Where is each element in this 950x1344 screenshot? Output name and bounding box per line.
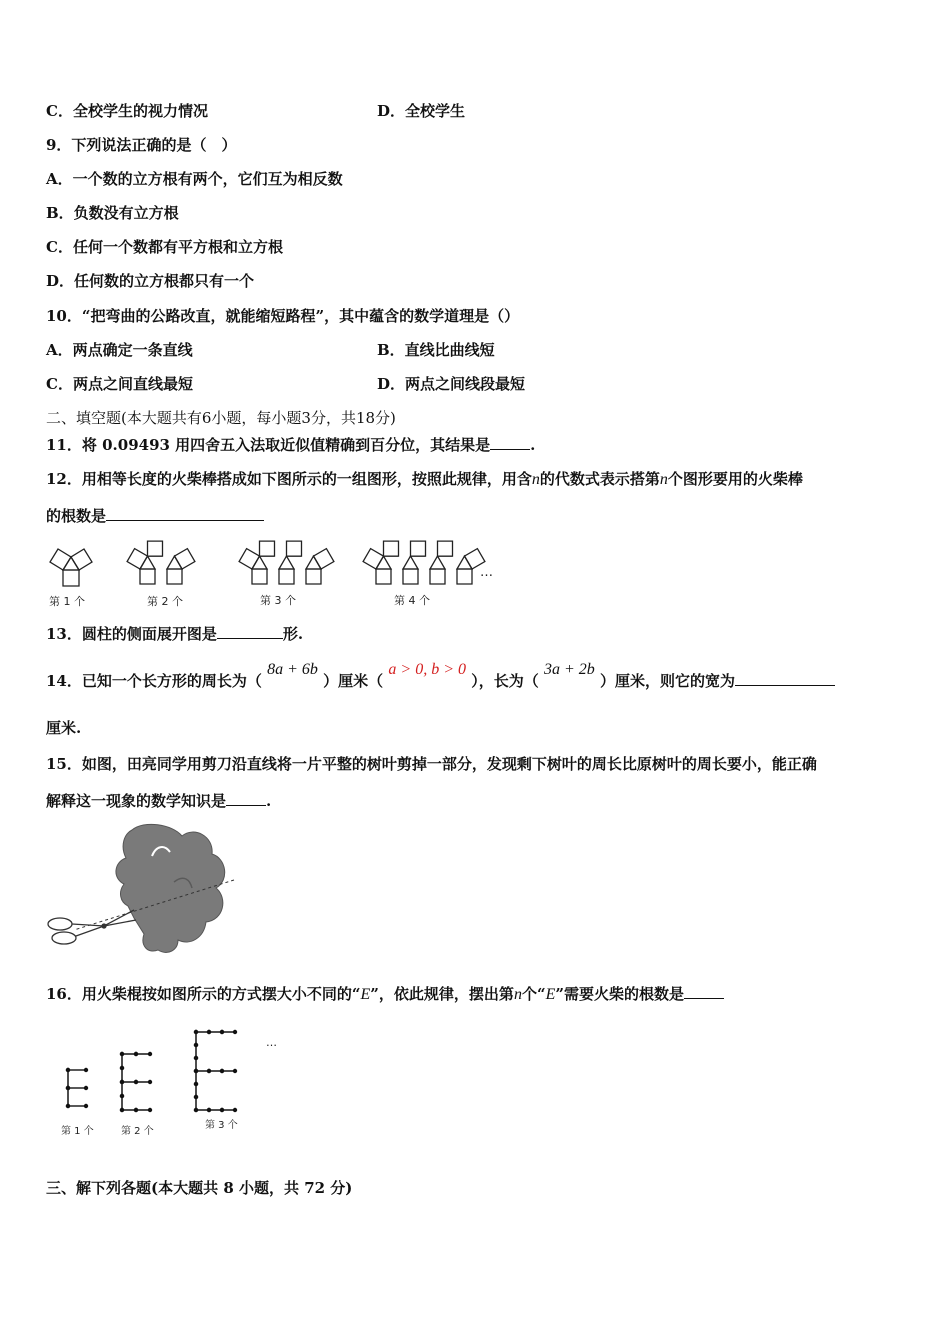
match-head [120,1108,124,1112]
q12-fig2-square [175,549,195,569]
q16-matchstick-e-figures [60,1024,300,1114]
q12-caption-1: 第 1 个 [49,595,85,608]
q9-stem: 9．下列说法正确的是（ ） [46,136,237,154]
q14-line-2: 厘米. [46,719,82,737]
match-head [120,1094,124,1098]
q10-option-b: B．直线比曲线短 [377,341,495,359]
q12-fig2-square [140,569,155,584]
match-head [194,1082,198,1086]
match-head [120,1052,124,1056]
match-head [66,1104,70,1108]
q15-line-2: 解释这一现象的数学知识是 . [46,792,272,810]
q12-fig3-square [252,569,267,584]
q13-answer-blank[interactable] [217,638,283,639]
match-head [84,1104,88,1108]
q9-option-c: C．任何一个数都有平方根和立方根 [46,238,283,256]
q14-answer-blank[interactable] [735,685,835,686]
q12-fig4-triangle [376,556,391,569]
q12-line-2: 的根数是 [46,506,264,526]
q12-fig4-top-square [384,541,399,556]
q9-option-d: D．任何数的立方根都只有一个 [46,272,255,290]
q12-caption-4: 第 4 个 [394,594,430,607]
q14-length-expr: 3a + 2b [543,661,595,678]
match-head [134,1080,138,1084]
q12-answer-blank[interactable] [106,520,264,521]
q9-option-b: B．负数没有立方根 [46,204,179,222]
q10-option-a: A．两点确定一条直线 [46,341,193,359]
match-head [194,1043,198,1047]
match-head [194,1030,198,1034]
q15-leaf-scissors-figure [44,822,244,967]
match-head [66,1086,70,1090]
q12-fig3-square [239,549,259,569]
q8-option-d: D．全校学生 [377,102,466,120]
q15-answer-blank[interactable] [226,805,266,806]
match-head [194,1095,198,1099]
q12-fig4-square [403,569,418,584]
q12-fig4-square [376,569,391,584]
q12-fig3-square [306,569,321,584]
q12-fig4-triangle [457,556,472,569]
match-head [207,1108,211,1112]
match-head [233,1069,237,1073]
q8-option-c: C．全校学生的视力情况 [46,102,208,120]
q12-fig2-top-square [148,541,163,556]
q12-fig3-triangle [252,556,267,569]
match-head [233,1108,237,1112]
q12-fig4-top-square [411,541,426,556]
q12-fig3-triangle [279,556,294,569]
q12-fig4-square [430,569,445,584]
q9-option-a: A．一个数的立方根有两个，它们互为相反数 [46,170,343,188]
q12-fig4-square [363,549,383,569]
q12-fig4-top-square [438,541,453,556]
match-head [120,1066,124,1070]
section-2-heading: 二、填空题(本大题共有6小题，每小题3分，共18分) [46,409,396,427]
q12-fig3-square [279,569,294,584]
q12-fig2-triangle [140,556,155,569]
match-head [148,1108,152,1112]
q12-ellipsis: … [480,565,493,580]
q15-line-1: 15．如图，田亮同学用剪刀沿直线将一片平整的树叶剪掉一部分，发现剩下树叶的周长比原树叶的周长要小，能正确 [46,755,817,773]
match-head [148,1080,152,1084]
q14-perimeter-expr: 8a + 6b [267,661,318,678]
match-head [220,1030,224,1034]
q10-stem: 10．“把弯曲的公路改直，就能缩短路程”，其中蕴含的数学道理是（） [46,307,520,325]
q14-condition-expr: a > 0, b > 0 [388,661,466,678]
q16-answer-blank[interactable] [684,998,724,999]
q12-line-1: 12．用相等长度的火柴棒搭成如下图所示的一组图形，按照此规律，用含n的代数式表示搭第n个图形要用的火柴棒 [46,470,803,488]
q12-caption-2: 第 2 个 [147,595,183,608]
match-head [148,1052,152,1056]
match-head [84,1086,88,1090]
match-head [84,1068,88,1072]
q12-fig3-square [314,549,334,569]
q12-fig2-square [127,549,147,569]
match-head [220,1069,224,1073]
match-head [233,1030,237,1034]
q16-caption-2: 第 2 个 [121,1126,154,1137]
q12-fig4-triangle [403,556,418,569]
q12-fig3-top-square [287,541,302,556]
q11-text: 11．将 0.09493 用四舍五入法取近似值精确到百分位，其结果是 [46,436,491,454]
q11: 11．将 0.09493 用四舍五入法取近似值精确到百分位，其结果是 . [46,436,536,454]
q11-answer-blank[interactable] [490,449,530,450]
q13: 13．圆柱的侧面展开图是 形. [46,625,304,643]
match-head [194,1108,198,1112]
q16-caption-1: 第 1 个 [61,1126,94,1137]
q16-ellipsis: … [266,1036,277,1049]
q10-option-c: C．两点之间直线最短 [46,375,193,393]
q10-option-d: D．两点之间线段最短 [377,375,526,393]
q12-fig3-top-square [260,541,275,556]
q12-fig3-triangle [306,556,321,569]
q12-fig2-triangle [167,556,182,569]
match-head [134,1052,138,1056]
q16-stem: 16．用火柴棍按如图所示的方式摆大小不同的“E”，依此规律，摆出第n个“E”需要火柴的根数是 [46,984,724,1005]
q16-caption-3: 第 3 个 [205,1120,238,1131]
q12-fig4-square [457,569,472,584]
q14-line-1: 14．已知一个长方形的周长为（ 8a + 6b ）厘米（ a > 0, b > 0 ），长为（ 3a + 2b ）厘米，则它的宽为 [46,671,835,692]
match-head [194,1069,198,1073]
match-head [220,1108,224,1112]
q12-caption-3: 第 3 个 [260,594,296,607]
section-3-heading: 三、解下列各题(本大题共 8 小题，共 72 分) [46,1179,353,1197]
match-head [134,1108,138,1112]
q12-fig2-square [167,569,182,584]
match-head [207,1030,211,1034]
q12-fig4-triangle [430,556,445,569]
match-head [207,1069,211,1073]
match-head [194,1056,198,1060]
match-head [66,1068,70,1072]
match-head [120,1080,124,1084]
